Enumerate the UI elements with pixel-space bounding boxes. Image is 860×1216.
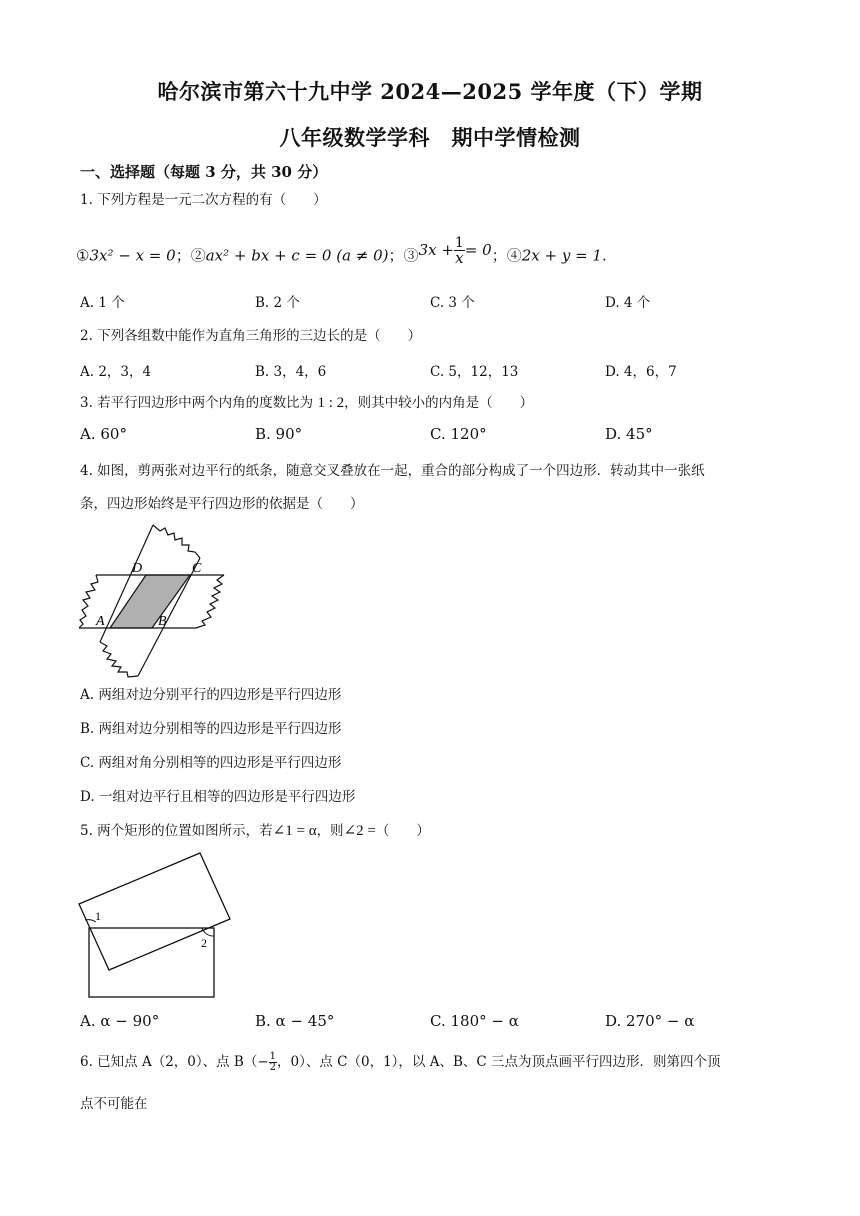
q5-option-c[interactable]: C. 180° − α [430,1012,519,1030]
q5-stem-a: 5. 两个矩形的位置如图所示，若 [80,823,273,839]
q4-option-c[interactable]: C. 两组对角分别相等的四边形是平行四边形 [80,755,342,771]
q1-stem: 1. 下列方程是一元二次方程的有（ ） [80,192,327,208]
q5-options [80,1012,800,1034]
q5-stem-c: （ ） [375,823,430,839]
q4-figure [74,520,234,680]
q6-line1 [80,1052,721,1073]
q1-num1: ① [76,246,90,265]
q3-stem-b: ，则其中较小的内角是（ ） [344,395,534,411]
q1-eq3b: = 0 [464,240,492,259]
q5-label-2: 2 [201,936,207,950]
q2-option-d[interactable]: D. 4，6，7 [605,364,677,380]
q5-angle2: ∠2 = [343,823,376,839]
q1-option-c[interactable]: C. 3 个 [430,295,475,311]
q6-half-num: 1 [269,1051,277,1062]
q5-option-b[interactable]: B. α − 45° [255,1012,335,1030]
q2-options [80,360,800,382]
q4-option-d[interactable]: D. 一组对边平行且相等的四边形是平行四边形 [80,789,356,805]
q5-tilted-rectangle [79,853,230,970]
q4-option-a[interactable]: A. 两组对边分别平行的四边形是平行四边形 [80,687,342,703]
q6-line2: 点不可能在 [80,1096,148,1112]
q3-option-b[interactable]: B. 90° [255,425,303,443]
q3-stem [80,393,533,413]
q1-eq3-fraction [454,236,465,265]
q2-option-b[interactable]: B. 3，4，6 [255,364,327,380]
q1-option-a[interactable]: A. 1 个 [80,295,125,311]
q1-options [80,291,800,313]
q3-option-a[interactable]: A. 60° [80,425,127,443]
exam-title-line2: 八年级数学学科 期中学情检测 [279,125,581,150]
q2-option-a[interactable]: A. 2，3，4 [80,364,152,380]
q5-angle2-arc [202,928,214,936]
q1-sep2: ； [388,246,404,265]
q6-line1-b: ，0）、点 C（0，1），以 A、B、C 三点为顶点画平行四边形．则第四个顶 [277,1054,721,1070]
q1-eq4: 2x + y = 1 [521,246,602,265]
q4-shaded-parallelogram [110,575,190,628]
q6-half-fraction [269,1052,277,1073]
q4-slant-top-torn-edge [153,525,200,558]
q4-option-b[interactable]: B. 两组对边分别相等的四边形是平行四边形 [80,721,342,737]
q3-option-d[interactable]: D. 45° [605,425,653,443]
q4-line2: 条，四边形始终是平行四边形的依据是（ ） [80,496,364,512]
q5-lower-rectangle [89,928,214,997]
q1-eq3a: 3x + [418,240,454,259]
q5-stem-b: ，则 [316,823,344,839]
q1-eq2: ax² + bx + c = 0 (a ≠ 0) [205,246,389,265]
q3-option-c[interactable]: C. 120° [430,425,487,443]
q1-num4: ④ [506,246,522,265]
q1-sep3: ； [491,246,507,265]
q1-num2: ② [190,246,206,265]
q4-label-b: B [158,614,167,629]
q6-half-den: 2 [269,1062,277,1073]
q5-figure [74,850,234,1002]
q1-num3: ③ [403,246,419,265]
q1-equations [76,235,607,271]
exam-title-line1: 哈尔滨市第六十九中学 2024—2025 学年度（下）学期 [157,79,703,104]
q1-option-d[interactable]: D. 4 个 [605,295,651,311]
q6-line1-a: 6. 已知点 A（2，0）、点 B（− [80,1054,269,1070]
q1-eq3-den: x [455,249,464,267]
q2-stem: 2. 下列各组数中能作为直角三角形的三边长的是（ ） [80,328,422,344]
q3-stem-a: 3. 若平行四边形中两个内角的度数比为 [80,395,314,411]
q4-line1: 4. 如图，剪两张对边平行的纸条，随意交叉叠放在一起，重合的部分构成了一个四边形．转动其中一张纸 [80,463,705,479]
q3-ratio: 1 : 2 [317,395,345,411]
q1-sep1: ； [175,246,191,265]
q4-label-a: A [96,614,105,629]
q5-option-d[interactable]: D. 270° − α [605,1012,695,1030]
q4-label-c: C [192,561,202,576]
q5-label-1: 1 [95,909,101,923]
q1-eq3-num: 1 [454,235,464,251]
section-heading: 一、选择题（每题 3 分，共 30 分） [80,163,328,181]
q4-label-d: D [132,561,143,576]
q1-end: . [601,246,607,265]
q3-options [80,425,800,447]
q4-slant-bottom-torn-edge [100,642,138,677]
q1-option-b[interactable]: B. 2 个 [255,295,300,311]
q4-strip-right-torn-edge [196,575,224,628]
q5-option-a[interactable]: A. α − 90° [80,1012,160,1030]
q5-angle1: ∠1 = α [272,823,317,839]
q2-option-c[interactable]: C. 5，12，13 [430,364,519,380]
q5-stem [80,821,430,841]
q1-eq1: 3x² − x = 0 [89,246,176,265]
